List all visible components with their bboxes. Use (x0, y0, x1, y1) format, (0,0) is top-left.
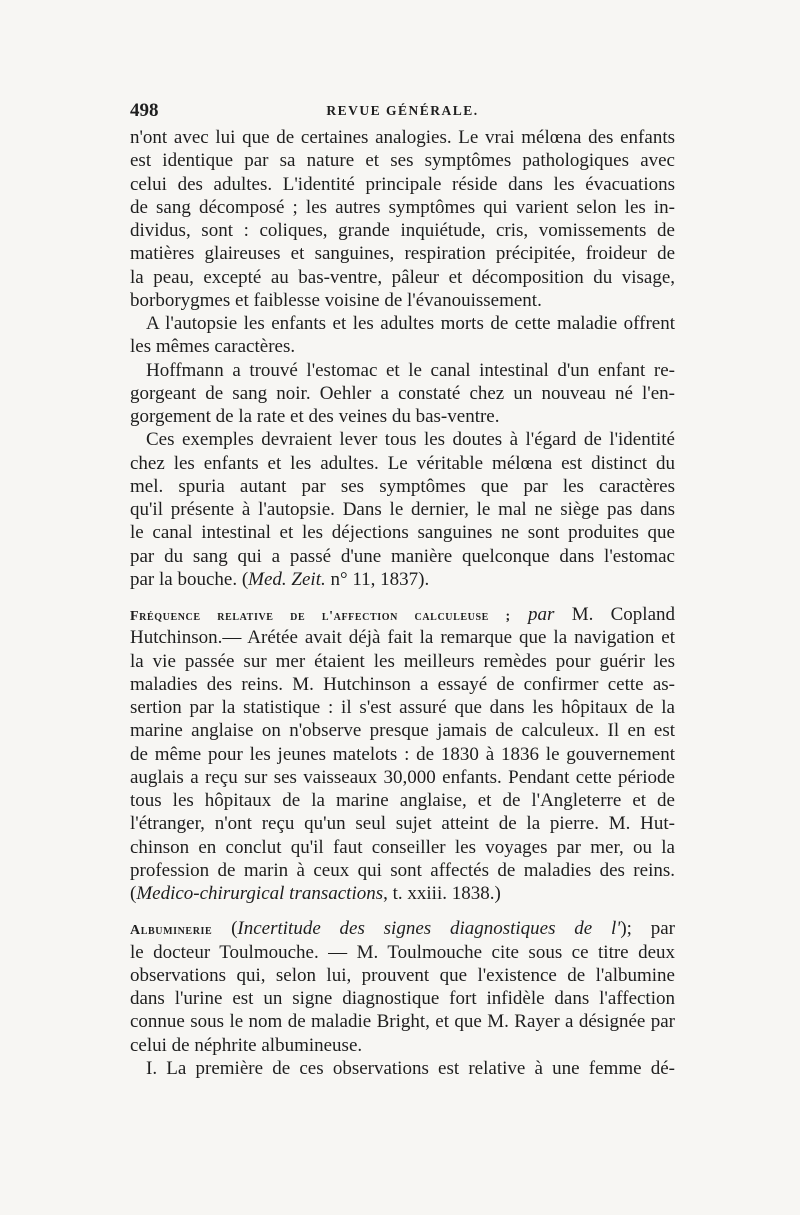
text-line: tous les hôpitaux de la marine anglaise, et de l'Angleterre et de (130, 790, 675, 811)
text-line: n'ont avec lui que de certaines analogies. Le vrai mélœna des enfants (130, 127, 675, 148)
section-heading: Albuminerie (130, 923, 213, 939)
text-fragment: par (510, 604, 555, 625)
section-spacer (130, 905, 675, 917)
text-line: l'étranger, n'ont reçu qu'un seul sujet atteint de la pierre. M. Hut- (130, 813, 675, 835)
page-number: 498 (130, 100, 159, 121)
journal-title: Medico-chirurgical transactions (136, 883, 384, 904)
text-line: observations qui, selon lui, prouvent que l'existence de l'albumine (130, 964, 675, 986)
text-line: celui des adultes. L'identité principale réside dans les évacuations (130, 173, 675, 195)
text-line: chez les enfants et les adultes. Le véritable mélœna est distinct du (130, 452, 675, 474)
text-line: chinson en conclut qu'il faut conseiller les voyages par mer, ou la (130, 836, 675, 858)
paragraph-hoffmann (130, 359, 675, 429)
text-fragment: par la bouche. ( (130, 568, 249, 590)
text-line: sertion par la statistique : il s'est assuré que dans les hôpitaux de la (130, 697, 675, 718)
text-line: le canal intestinal et les déjections sanguines ne sont produites que (130, 522, 675, 544)
text-line: marine anglaise on n'observe presque jamais de calculeux. Il en est (130, 720, 675, 742)
text-line: Ces exemples devraient lever tous les doutes à l'égard de l'identité (146, 429, 675, 451)
text-line: qu'il présente à l'autopsie. Dans le dernier, le mal ne siège pas dans (130, 499, 675, 520)
text-line: celui de néphrite albumineuse. (130, 1034, 363, 1056)
text-line: de sang décomposé ; les autres symptômes qui varient selon les in- (130, 196, 675, 218)
author-name: M. Copland (554, 604, 675, 625)
text-line: profession de marin à ceux qui sont affectés de maladies des reins. (130, 859, 675, 881)
citation-line: (Medico-chirurgical transactions, t. xxiii. 1838.) (130, 883, 501, 904)
text-fragment: ); par (620, 918, 675, 940)
paragraph-examples (130, 428, 675, 591)
text-line: Hutchinson.— Arétée avait déjà fait la remarque que la navigation et (130, 627, 675, 649)
paragraph-melaena-identity (130, 126, 675, 312)
text-line: auglais a reçu sur ses vaisseaux 30,000 enfants. Pendant cette période (130, 766, 675, 788)
running-title: REVUE GÉNÉRALE. (326, 103, 479, 118)
section-heading-line (130, 603, 675, 626)
text-line: la peau, excepté au bas-ventre, pâleur et décomposition du visage, (130, 266, 675, 288)
section-heading-line: Albuminerie (Incertitude des signes diagnostiques de l'); par (130, 918, 675, 940)
text-fragment: , t. xxiii. 1838.) (383, 883, 501, 904)
section-albuminuria (130, 917, 675, 1080)
text-line: est identique par sa nature et ses symptômes pathologiques avec (130, 150, 675, 172)
text-line: par du sang qui a passé d'une manière quelconque dans l'estomac (130, 545, 675, 567)
text-line: dividus, sont : coliques, grande inquiétude, cris, vomissements de (130, 220, 675, 241)
text-line: A l'autopsie les enfants et les adultes morts de cette maladie offrent (146, 313, 675, 334)
text-line: I. La première de ces observations est relative à une femme dé- (146, 1057, 675, 1079)
text-line: dans l'urine est un signe diagnostique fort infidèle dans l'affection (130, 988, 675, 1009)
journal-title: Med. Zeit. (248, 568, 326, 590)
text-line: connue sous le nom de maladie Bright, et que M. Rayer a désignée par (130, 1011, 675, 1033)
text-line: gorgeant de sang noir. Oehler a constaté chez un nouveau né l'en- (130, 382, 675, 404)
section-calculous-frequency (130, 603, 675, 905)
text-line: Hoffmann a trouvé l'estomac et le canal intestinal d'un enfant re- (146, 359, 675, 381)
text-line: gorgement de la rate et des veines du bas-ventre. (130, 406, 500, 427)
paragraph-autopsy (130, 312, 675, 359)
body-text (130, 126, 675, 1080)
text-line: maladies des reins. M. Hutchinson a essayé de confirmer cette as- (130, 673, 675, 695)
text-line: de même pour les jeunes matelots : de 1830 à 1836 le gouvernement (130, 743, 675, 765)
text-line: la vie passée sur mer étaient les meilleurs remèdes pour guérir les (130, 650, 675, 672)
page-header (130, 100, 675, 124)
text-line: les mêmes caractères. (130, 336, 296, 358)
text-fragment: n° 11, 1837). (325, 568, 430, 590)
text-line: le docteur Toulmouche. — M. Toulmouche cite sous ce titre deux (130, 941, 675, 963)
section-heading: Fréquence relative de l'affection calculeuse ; (130, 609, 511, 624)
section-spacer (130, 591, 675, 603)
citation-line (130, 568, 675, 591)
text-line: borborygmes et faiblesse voisine de l'évanouissement. (130, 289, 542, 311)
text-line: mel. spuria autant par ses symptômes que par les caractères (130, 475, 675, 497)
section-title: Incertitude des signes diagnostiques de l' (237, 918, 621, 940)
text-line: matières glaireuses et sanguines, respiration précipitée, froideur de (130, 243, 675, 265)
